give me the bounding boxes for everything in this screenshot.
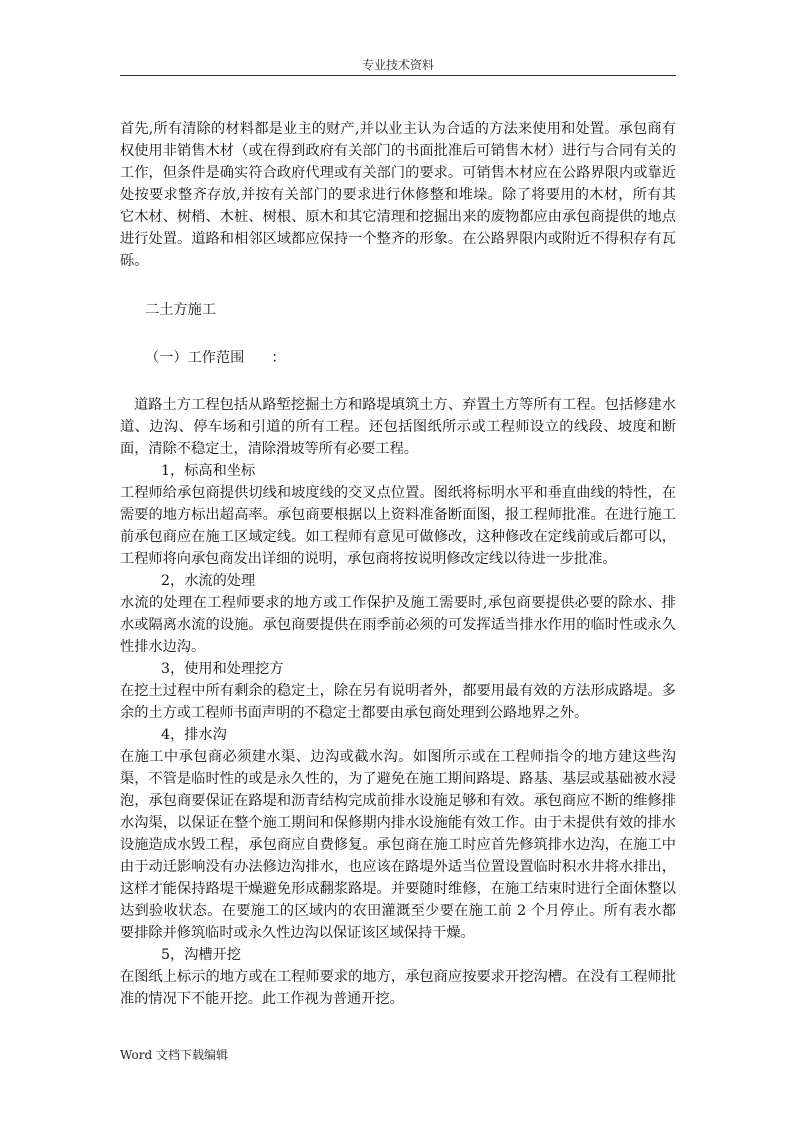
document-body — [120, 118, 676, 1010]
page-footer: Word 文档下载编辑 — [120, 1048, 228, 1062]
item-text-water-flow: 水流的处理在工程师要求的地方或工作保护及施工需要时,承包商要提供必要的除水、排水或隔离水流的设施。承包商要提供在雨季前必须的可发挥适当排水作用的临时性或永久性排水边沟。 — [120, 595, 676, 655]
intro-paragraph: 首先,所有清除的材料都是业主的财产,并以业主认为合适的方法来使用和处置。承包商有权使用非销售木材（或在得到政府有关部门的书面批准后可销售木材）进行与合同有关的工作，但条件是确实符合政府代理或有关部门的要求。可销售木材应在公路界限内或靠近处按要求整齐存放,并按有关部门的要求进行休修整和堆垛。除了将要用的木材，所有其它木材、树梢、木桩、树根、原木和其它清理和挖掘出来的废物都应由承包商提供的地点进行处置。道路和相邻区域都应保持一个整齐的形象。在公路界限内或附近不得积存有瓦砾。 — [120, 121, 676, 269]
page-header: 专业技术资料 — [361, 58, 434, 72]
item-title-drainage-ditch: 4，排水沟 — [161, 727, 227, 743]
item-text-excavation-use: 在挖土过程中所有剩余的稳定土，除在另有说明者外，都要用最有效的方法形成路堤。多余的土方或工程师书面声明的不稳定土都要由承包商处理到公路地界之外。 — [120, 683, 676, 721]
item-text-trench: 在图纸上标示的地方或在工程师要求的地方，承包商应按要求开挖沟槽。在没有工程师批准的情况下不能开挖。此工作视为普通开挖。 — [120, 969, 676, 1007]
item-title-excavation-use: 3，使用和处理挖方 — [161, 661, 284, 677]
item-title-trench: 5，沟槽开挖 — [161, 947, 241, 963]
subsection-title: （一）工作范围 ： — [145, 350, 286, 366]
item-text-elevation: 工程师给承包商提供切线和坡度线的交叉点位置。图纸将标明水平和垂直曲线的特性，在需要的地方标出超高率。承包商要根据以上资料准备断面图，报工程师批准。在进行施工前承包商应在施工区域定线。如工程师有意见可做修改，这种修改在定线前或后都可以，工程师将向承包商发出详细的说明，承包商将按说明修改定线以待进一步批准。 — [120, 485, 676, 567]
section-title: 二土方施工 — [145, 302, 216, 318]
item-title-elevation: 1，标高和坐标 — [161, 463, 256, 479]
scope-paragraph: 道路土方工程包括从路堑挖掘土方和路堤填筑土方、弃置土方等所有工程。包括修建水道、边沟、停车场和引道的所有工程。还包括图纸所示或工程师设立的线段、坡度和断面，清除不稳定土，清除滑坡等所有必要工程。 — [120, 397, 676, 457]
header-divider — [120, 75, 676, 76]
item-title-water-flow: 2，水流的处理 — [161, 573, 256, 589]
item-text-drainage-ditch: 在施工中承包商必须建水渠、边沟或截水沟。如图所示或在工程师指令的地方建这些沟渠，不管是临时性的或是永久性的，为了避免在施工期间路堤、路基、基层或基础被水浸泡，承包商要保证在路堤和沥青结构完成前排水设施足够和有效。承包商应不断的维修排水沟渠，以保证在整个施工期间和保修期内排水设施能有效工作。由于未提供有效的排水设施造成水毁工程，承包商应自费修复。承包商在施工时应首先修筑排水边沟，在施工中由于动迁影响没有办法修边沟排水，也应该在路堤外适当位置设置临时积水井将水排出，这样才能保持路堤干燥避免形成翻浆路堤。并要随时维修，在施工结束时进行全面休整以达到验收状态。在要施工的区域内的农田灌溉至少要在施工前 2 个月停止。所有表水都要排除并修筑临时或永久性边沟以保证该区域保持干燥。 — [120, 749, 676, 941]
